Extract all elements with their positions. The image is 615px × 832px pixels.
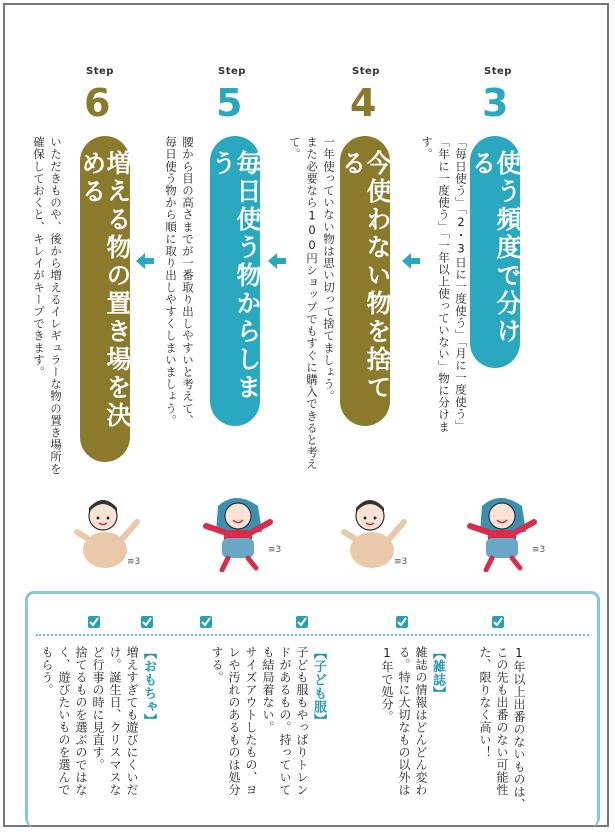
step-desc-5-line2: 毎日使う物から順に取り出しやすくしまいましょう。 bbox=[164, 136, 178, 427]
tip-kids-clothes bbox=[208, 646, 327, 822]
step-title-6-text: 増える物の置き場を決める bbox=[78, 150, 132, 430]
check-icon bbox=[396, 616, 408, 628]
tip-magazine-line: 雑誌の情報はどんどん変わ bbox=[414, 646, 428, 796]
step-label-5: Step bbox=[218, 66, 246, 77]
tip-toys-line: 増えすぎても遊びにくいだ bbox=[125, 646, 139, 796]
tip-toys-line: く、遊びたいものを選んで bbox=[57, 646, 71, 796]
tip-general-line: 1年以上出番のないものは、 bbox=[512, 646, 526, 811]
check-icon bbox=[141, 616, 153, 628]
child-illustration bbox=[198, 492, 288, 572]
tip-general-line: この先も出番のない可能性 bbox=[495, 646, 509, 796]
tip-kids-clothes-line: ドがあるもの。持っていて bbox=[278, 646, 292, 796]
tip-general-line: た、限りなく高い！ bbox=[478, 646, 492, 759]
step-desc-6-line1: いただきものや、後から増えるイレギュラーな物の置き場所を bbox=[49, 136, 63, 475]
step-desc-3 bbox=[418, 136, 469, 436]
step-desc-4-line2: また必要なら100円ショップでもすぐに購入できると考えて。 bbox=[288, 136, 319, 471]
arrow-left-icon bbox=[268, 253, 286, 269]
step-number-5: 5 bbox=[216, 81, 243, 125]
check-row bbox=[28, 616, 597, 630]
tip-magazine bbox=[378, 646, 446, 822]
svg-text:≡3: ≡3 bbox=[532, 545, 546, 555]
child-illustration bbox=[65, 492, 145, 572]
check-icon bbox=[296, 616, 308, 628]
step-title-4 bbox=[340, 136, 390, 426]
tip-toys-heading: 【おもちゃ】 bbox=[141, 646, 156, 727]
step-desc-4-line1: 一年使っていない物は思い切って捨てましょう。 bbox=[322, 136, 336, 403]
tip-toys-line: け。誕生日、クリスマスな bbox=[108, 646, 122, 796]
tip-general bbox=[476, 646, 527, 822]
tip-kids-clothes-line: レや汚れのあるものは処分 bbox=[227, 646, 241, 796]
step-desc-5-line1: 腰から目の高さまでが一番取り出しやすいと考えて、 bbox=[181, 136, 195, 427]
tip-kids-clothes-line: サイズアウトしたもの、ヨ bbox=[244, 646, 258, 796]
dotted-divider bbox=[36, 634, 589, 636]
tip-kids-clothes-heading: 【子ども服】 bbox=[311, 646, 326, 727]
step-desc-4 bbox=[286, 136, 337, 486]
step-title-4-text: 今使わない物を捨てる bbox=[338, 150, 392, 402]
check-icon bbox=[200, 616, 212, 628]
step-desc-3-line1: 「毎日使う」「2・3日に一度使う」「月に一度使う」 bbox=[454, 136, 468, 432]
step-number-6: 6 bbox=[84, 81, 111, 125]
step-number-4: 4 bbox=[350, 81, 377, 125]
step-desc-6-line2: 確保しておくと、キレイがキープできます。 bbox=[32, 136, 46, 378]
tips-box bbox=[25, 591, 600, 827]
step-title-5 bbox=[210, 136, 260, 426]
child-illustration bbox=[332, 492, 412, 572]
svg-text:≡3: ≡3 bbox=[394, 557, 408, 567]
tip-kids-clothes-line: 子ども服もやっぱりトレン bbox=[295, 646, 309, 796]
tip-magazine-line: 1年で処分。 bbox=[380, 646, 394, 723]
tip-magazine-heading: 【雑誌】 bbox=[430, 646, 445, 700]
tip-magazine-line: る。特に大切なもの以外は bbox=[397, 646, 411, 796]
check-icon bbox=[88, 616, 100, 628]
step-title-3-text: 使う頻度で分ける bbox=[468, 150, 522, 346]
step-label-6: Step bbox=[86, 66, 114, 77]
step-title-6 bbox=[80, 136, 130, 462]
step-desc-5 bbox=[162, 136, 196, 466]
step-title-5-text: 毎日使う物からしまう bbox=[208, 150, 262, 402]
step-label-4: Step bbox=[352, 66, 380, 77]
svg-text:≡3: ≡3 bbox=[268, 545, 282, 555]
child-illustration bbox=[462, 492, 552, 572]
tip-kids-clothes-line: する。 bbox=[210, 646, 224, 684]
arrow-left-icon bbox=[136, 253, 154, 269]
step-desc-6 bbox=[30, 136, 64, 506]
step-number-3: 3 bbox=[482, 81, 509, 125]
arrow-left-icon bbox=[402, 253, 420, 269]
step-desc-3-line2: 「年に一度使う」「一年以上使っていない」物に分けます。 bbox=[420, 136, 451, 433]
tip-toys-line: 捨てるものを選ぶのではな bbox=[74, 646, 88, 796]
svg-text:≡3: ≡3 bbox=[127, 557, 141, 567]
check-icon bbox=[492, 616, 504, 628]
tip-kids-clothes-line: も結局着ない。 bbox=[261, 646, 275, 734]
tip-toys bbox=[38, 646, 157, 822]
tip-toys-line: ど行事の時に見直す。 bbox=[91, 646, 105, 771]
step-title-3 bbox=[470, 136, 520, 368]
step-label-3: Step bbox=[484, 66, 512, 77]
tip-toys-line: もらう。 bbox=[40, 646, 54, 696]
